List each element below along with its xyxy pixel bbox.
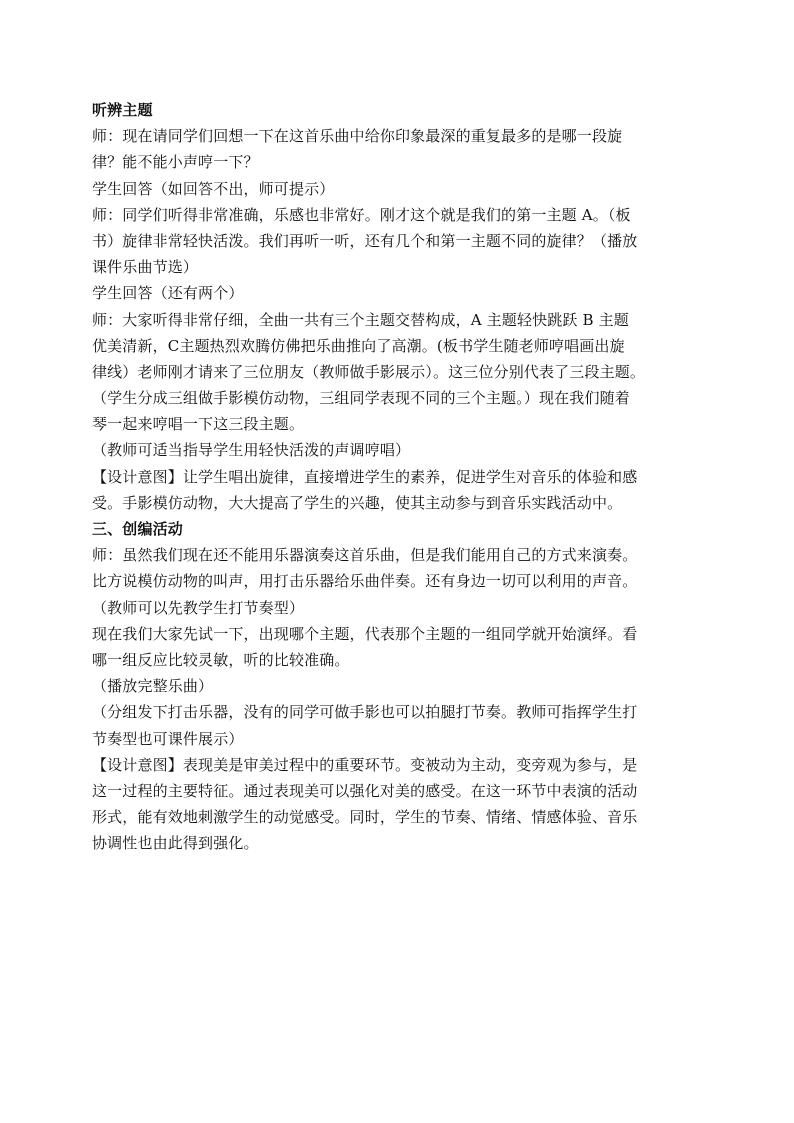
- text-line: （分组发下打击乐器，没有的同学可做手影也可以拍腿打节奏。教师可指挥学生打: [92, 703, 638, 722]
- text-line: 律线）老师刚才请来了三位朋友（教师做手影展示）。这三位分别代表了三段主题。: [92, 362, 646, 381]
- text-line: 哪一组反应比较灵敏，听的比较准确。: [92, 650, 350, 669]
- text-line: （教师可以先教学生打节奏型）: [92, 598, 305, 617]
- text-line: 【设计意图】表现美是审美过程中的重要环节。变被动为主动，变旁观为参与，是: [92, 755, 638, 774]
- section-heading: 三、创编活动: [92, 520, 183, 538]
- text-line: 现在我们大家先试一下，出现哪个主题，代表那个主题的一组同学就开始演绎。看: [92, 624, 638, 643]
- text-line: 律？能不能小声哼一下？: [92, 153, 259, 172]
- text-line: 节奏型也可课件展示）: [92, 729, 244, 748]
- text-line: 师：现在请同学们回想一下在这首乐曲中给你印象最深的重复最多的是哪一段旋: [92, 127, 623, 146]
- text-line: 【设计意图】让学生唱出旋律，直接增进学生的素养，促进学生对音乐的体验和感: [92, 467, 638, 486]
- text-line: 师：虽然我们现在还不能用乐器演奏这首乐曲，但是我们能用自己的方式来演奏。: [92, 546, 638, 565]
- text-line: 书）旋律非常轻快活泼。我们再听一听，还有几个和第一主题不同的旋律？（播放: [92, 231, 638, 250]
- text-line: 协调性也由此得到强化。: [92, 834, 259, 853]
- text-line: 师：大家听得非常仔细，全曲一共有三个主题交替构成，A 主题轻快跳跃 B 主题: [92, 310, 629, 329]
- text-line: 琴一起来哼唱一下这三段主题。: [92, 415, 305, 434]
- text-line: （教师可适当指导学生用轻快活泼的声调哼唱）: [92, 441, 411, 460]
- document-body: [92, 97, 692, 856]
- text-line: 优美清新，C主题热烈欢腾仿佛把乐曲推向了高潮。(板书学生随老师哼唱画出旋: [92, 336, 625, 355]
- text-line: 课件乐曲节选）: [92, 258, 199, 277]
- text-line: 师：同学们听得非常准确，乐感也非常好。刚才这个就是我们的第一主题 A。（板: [92, 205, 631, 224]
- text-line: 形式，能有效地刺激学生的动觉感受。同时，学生的节奏、情绪、情感体验、音乐: [92, 808, 638, 827]
- text-line: （学生分成三组做手影模仿动物，三组同学表现不同的三个主题。）现在我们随着: [92, 389, 630, 408]
- text-line: 比方说模仿动物的叫声，用打击乐器给乐曲伴奏。还有身边一切可以利用的声音。: [92, 572, 638, 591]
- text-line: 学生回答（还有两个）: [92, 284, 244, 303]
- text-line: 受。手影模仿动物，大大提高了学生的兴趣，使其主动参与到音乐实践活动中。: [92, 493, 623, 512]
- text-line: 这一过程的主要特征。通过表现美可以强化对美的感受。在这一环节中表演的活动: [92, 781, 638, 800]
- section-heading: 听辨主题: [92, 101, 153, 119]
- text-line: （播放完整乐曲）: [92, 677, 214, 696]
- text-line: 学生回答（如回答不出，师可提示）: [92, 179, 335, 198]
